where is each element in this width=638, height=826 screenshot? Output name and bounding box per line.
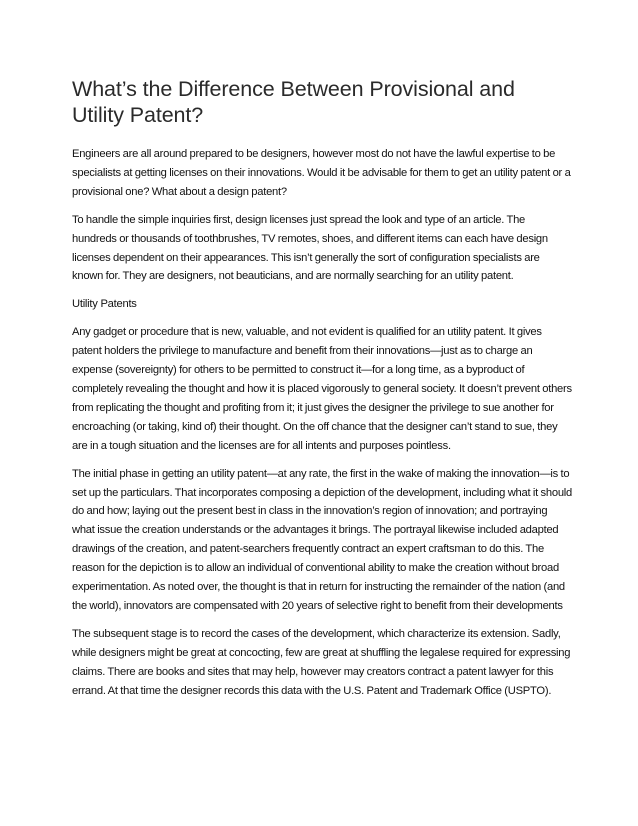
section-paragraph-2: The initial phase in getting an utility patent—at any rate, the first in the wake of making the innovation—is to set up the particulars. That incorporates composing a depiction of the development, including what it should do and how; laying out the present best in class in the innovation’s region of innovation; and portraying what issue the creation understands or the advantages it brings. The portrayal likewise included adapted drawings of the creation, and patent-searchers frequently contract an expert craftsman to do this. The reason for the depiction is to allow an individual of conventional ability to make the creation without broad experimentation. As noted over, the thought is that in return for instructing the remainder of the nation (and the world), innovators are compensated with 20 years of selective right to benefit from their developments bbox=[72, 467, 573, 612]
document-page bbox=[72, 76, 572, 709]
section-paragraph-3: The subsequent stage is to record the cases of the development, which characterize its extension. Sadly, while designers might be great at concocting, few are great at shuffling the legalese required for expressing claims. There are books and sites that may help, however may creators contract a patent lawyer for this errand. At that time the designer records this data with the U.S. Patent and Trademark Office (USPTO). bbox=[72, 627, 571, 697]
document-title: What’s the Difference Between Provisional and Utility Patent? bbox=[72, 77, 515, 127]
section-paragraph-1: Any gadget or procedure that is new, valuable, and not evident is qualified for an utility patent. It gives patent holders the privilege to manufacture and benefit from their innovations—just as to charge an expense (sovereignty) for others to be permitted to construct it—for a long time, as a byproduct of completely revealing the thought and how it is placed vigorously to general society. It doesn’t prevent others from replicating the thought and profiting from it; it just gives the designer the privilege to sue another for encroaching (or taking, kind of) their thought. On the off chance that the designer can’t stand to sue, they are in a tough situation and the licenses are for all intents and purposes pointless. bbox=[72, 326, 572, 452]
intro-paragraph-2: To handle the simple inquiries first, design licenses just spread the look and type of an article. The hundreds or thousands of toothbrushes, TV remotes, shoes, and different items can each have design licenses dependent on their appearances. This isn’t generally the sort of configuration specialists are known for. They are designers, not beauticians, and are normally searching for an utility patent. bbox=[72, 213, 548, 283]
intro-paragraph-1: Engineers are all around prepared to be designers, however most do not have the lawful expertise to be specialists at getting licenses on their innovations. Would it be advisable for them to get an utility patent or a provisional one? What about a design patent? bbox=[72, 148, 571, 198]
section-heading: Utility Patents bbox=[72, 298, 137, 311]
